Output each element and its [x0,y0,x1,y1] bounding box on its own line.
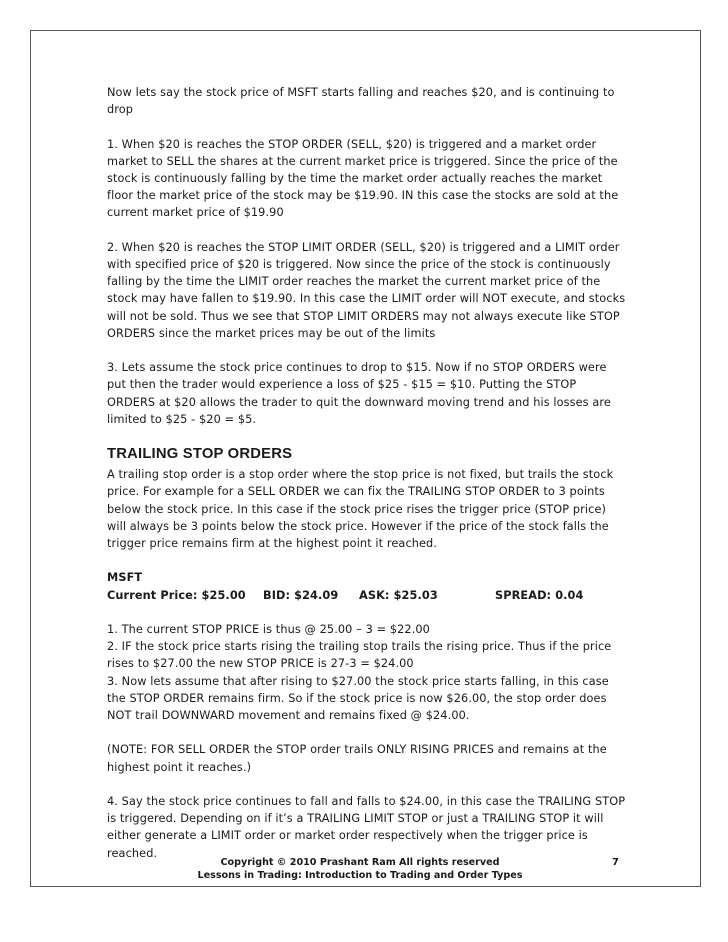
current-price: Current Price: $25.00 [107,588,246,602]
paragraph-stop-order-example: 1. When $20 is reaches the STOP ORDER (SELL, $20) is triggered and a market order market to SELL the shares at the current market price is triggered. Since the price of the stock is continuously falling by the time the market order actually reaches the market floor the market price of the stock may be $19.90. IN this case the stocks are sold at the current market price of $19.90 [107,137,619,220]
step-2: 2. IF the stock price starts rising the trailing stop trails the rising price. Thus if the price rises to $27.00 the new STOP PRICE is 27-3 = $24.00 [107,640,612,671]
paragraph-stop-limit-example: 2. When $20 is reaches the STOP LIMIT ORDER (SELL, $20) is triggered and a LIMIT order with specified price of $20 is triggered. Now since the price of the stock is continuously falling by the time the LIMIT order reaches the market the current market price of the stock may have fallen to $19.90. In this case the LIMIT order will NOT execute, and stocks will not be sold. Thus we see that STOP LIMIT ORDERS may not always execute like STOP ORDERS since the market prices may be out of the limits [107,240,626,340]
footer [150,856,570,882]
page-number: 7 [612,857,619,868]
section-intro: A trailing stop order is a stop order where the stop price is not fixed, but trails the stock price. For example for a SELL ORDER we can fix the TRAILING STOP ORDER to 3 points below the stock price. In this case if the stock price rises the trigger price (STOP price) will always be 3 points below the stock price. However if the price of the stock falls the trigger price remains firm at the highest point it reached. [107,468,614,551]
page-content [107,84,627,879]
section-heading: TRAILING STOP ORDERS [107,446,293,463]
stock-symbol: MSFT [107,571,143,585]
step-4: 4. Say the stock price continues to fall and falls to $24.00, in this case the TRAILING STOP is triggered. Depending on if it’s a TRAILING LIMIT STOP or just a TRAILING STOP it will either generate a LIMIT order or market order respectively when the trigger price is reached. [107,795,626,860]
stock-quote-line [107,587,627,604]
paragraph-loss-example: 3. Lets assume the stock price continues to drop to $15. Now if no STOP ORDERS were put then the trader would experience a loss of $25 - $15 = $10. Putting the STOP ORDERS at $20 allows the trader to quit the downward moving trend and his losses are limited to $25 - $20 = $5. [107,361,611,426]
step-3: 3. Now lets assume that after rising to $27.00 the stock price starts falling, in this case the STOP ORDER remains firm. So if the stock price is now $26.00, the stop order does NOT trail DOWNWARD movement and remains fixed @ $24.00. [107,674,609,723]
paragraph-msft-falling: Now lets say the stock price of MSFT starts falling and reaches $20, and is continuing to drop [107,86,615,117]
footer-copyright: Copyright © 2010 Prashant Ram All rights reserved [220,857,500,868]
stock-quote [107,569,627,603]
bid-price: BID: $24.09 [263,588,339,602]
ask-price: ASK: $25.03 [359,588,438,602]
spread: SPREAD: 0.04 [495,588,584,602]
step-1: 1. The current STOP PRICE is thus @ 25.00 – 3 = $22.00 [107,623,430,636]
note: (NOTE: FOR SELL ORDER the STOP order trails ONLY RISING PRICES and remains at the highest point it reaches.) [107,743,607,774]
footer-subtitle: Lessons in Trading: Introduction to Trading and Order Types [197,870,523,881]
